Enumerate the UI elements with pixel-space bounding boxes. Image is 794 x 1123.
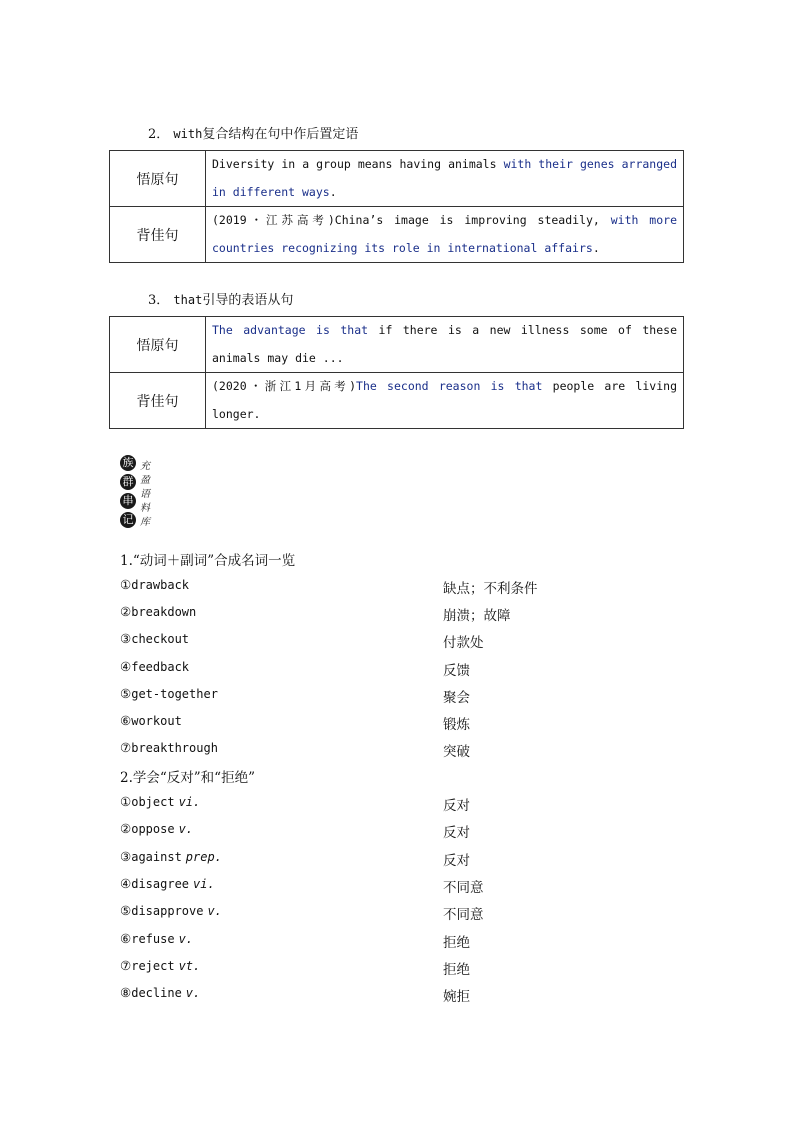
english-word: disapprove	[131, 904, 204, 919]
example-sentence	[206, 207, 684, 263]
vocab-term	[120, 631, 189, 646]
table-row	[110, 207, 684, 263]
list-item	[120, 659, 680, 679]
english-word: breakdown	[131, 605, 197, 620]
example-sentence	[206, 317, 684, 373]
row-label: 背佳句	[110, 207, 206, 263]
chinese-meaning: 反对	[443, 798, 470, 814]
sentence-text: .	[329, 184, 337, 199]
english-word: workout	[131, 714, 182, 728]
section-3-keyword: that	[173, 293, 203, 307]
list-1-title: 1.“动词＋副词”合成名词一览	[120, 553, 296, 569]
section-2-number: 2．	[148, 127, 170, 142]
badge-side-char: 库	[140, 517, 150, 528]
list-item	[120, 985, 680, 1005]
english-word: refuse	[131, 931, 175, 946]
chinese-meaning: 反对	[443, 825, 470, 842]
vocab-term	[120, 985, 200, 1000]
list-item	[120, 821, 680, 841]
english-word: oppose	[131, 822, 175, 837]
list-item	[120, 958, 680, 978]
highlighted-phrase: with their genes arranged in different ways	[212, 157, 678, 199]
vocab-term	[120, 794, 200, 809]
vocab-term	[120, 686, 218, 701]
chinese-meaning: 不同意	[443, 879, 484, 896]
item-number: ①	[120, 577, 132, 592]
list-item	[120, 849, 680, 869]
badge-circle-char: 串	[120, 493, 136, 509]
row-label: 悟原句	[110, 317, 206, 373]
item-number: ②	[120, 604, 132, 620]
vocab-term	[120, 876, 215, 891]
chinese-meaning: 婉拒	[443, 989, 470, 1006]
english-word: breakthrough	[131, 741, 218, 756]
chinese-meaning: 付款处	[443, 635, 484, 652]
chinese-meaning: 拒绝	[443, 961, 470, 978]
chinese-meaning: 突破	[443, 744, 470, 761]
part-of-speech: vi.	[178, 795, 201, 809]
vocab-term	[120, 659, 189, 674]
sentence-text: (2019・江苏高考)China’s image is improving steadily,	[212, 213, 611, 227]
badge-side-char: 充	[140, 461, 150, 472]
list-item	[120, 794, 680, 814]
chinese-meaning: 聚会	[443, 689, 470, 706]
list-item	[120, 604, 680, 624]
item-number: ⑦	[120, 957, 132, 973]
item-number: ⑦	[120, 740, 132, 756]
chinese-meaning: 缺点；不利条件	[443, 581, 538, 597]
list-item	[120, 903, 680, 923]
vocab-term	[120, 903, 222, 918]
list-item	[120, 931, 680, 951]
vocab-term	[120, 931, 193, 946]
badge-side-char: 盈	[140, 475, 150, 486]
badge-side-char: 语	[140, 489, 150, 500]
item-number: ⑧	[120, 985, 132, 1001]
section-3-number: 3．	[148, 293, 170, 308]
part-of-speech: vt.	[178, 958, 201, 973]
part-of-speech: v.	[178, 931, 194, 946]
english-word: object	[131, 795, 175, 809]
section-2-table	[109, 150, 684, 263]
highlighted-phrase: The advantage is that	[212, 323, 369, 337]
list-item	[120, 577, 680, 597]
table-row	[110, 151, 684, 207]
list-2-title: 2.学会“反对”和“拒绝”	[120, 770, 255, 786]
item-number: ③	[120, 631, 132, 647]
chinese-meaning: 不同意	[443, 907, 484, 924]
chinese-meaning: 反馈	[443, 662, 470, 679]
english-word: checkout	[131, 632, 190, 647]
badge-circle-char: 记	[120, 512, 136, 528]
item-number: ⑥	[120, 930, 132, 946]
part-of-speech: v.	[185, 986, 201, 1001]
vocab-term	[120, 821, 193, 836]
item-number: ⑤	[120, 903, 132, 919]
list-item	[120, 876, 680, 896]
vocab-term	[120, 577, 189, 592]
part-of-speech: v.	[178, 822, 194, 837]
highlighted-phrase: with more countries recognizing its role in international affairs	[212, 213, 678, 255]
english-word: feedback	[131, 659, 190, 674]
vocab-term	[120, 713, 182, 728]
part-of-speech: prep.	[185, 849, 222, 864]
row-label: 背佳句	[110, 373, 206, 429]
vocab-term	[120, 958, 200, 973]
part-of-speech: vi.	[193, 876, 215, 891]
vocab-term	[120, 740, 218, 755]
item-number: ④	[120, 658, 132, 674]
example-sentence	[206, 373, 684, 429]
item-number: ①	[120, 794, 132, 809]
section-3-heading	[148, 289, 293, 308]
item-number: ④	[120, 875, 132, 891]
section-2-heading	[148, 123, 358, 142]
badge-circle-char: 群	[120, 474, 136, 490]
section-3-table	[109, 316, 684, 429]
part-of-speech: v.	[207, 904, 222, 919]
item-number: ③	[120, 848, 132, 864]
section-2-title: 复合结构在句中作后置定语	[202, 127, 359, 142]
section-3-title: 引导的表语从句	[202, 293, 294, 308]
english-word: disagree	[131, 876, 190, 891]
list-item	[120, 740, 680, 760]
badge-circle-char: 族	[120, 455, 136, 471]
highlighted-phrase: The second reason is that	[356, 379, 543, 393]
english-word: get-together	[131, 686, 218, 701]
chinese-meaning: 反对	[443, 852, 470, 869]
english-word: drawback	[131, 578, 190, 592]
english-word: decline	[131, 986, 182, 1001]
list-item	[120, 713, 680, 733]
sentence-text: .	[592, 240, 600, 255]
corpus-badge-logo	[119, 455, 159, 539]
sentence-text: (2020・浙江1月高考)	[212, 379, 357, 393]
item-number: ②	[120, 821, 132, 837]
row-label: 悟原句	[110, 151, 206, 207]
sentence-text: Diversity in a group means having animals	[212, 157, 504, 171]
chinese-meaning: 崩溃；故障	[443, 608, 511, 625]
sentence-text: people are living longer.	[212, 379, 677, 421]
vocab-term	[120, 849, 222, 864]
table-row	[110, 373, 684, 429]
item-number: ⑤	[120, 685, 132, 701]
example-sentence	[206, 151, 684, 207]
section-2-keyword: with	[173, 127, 203, 141]
vocab-term	[120, 604, 196, 619]
table-row	[110, 317, 684, 373]
english-word: against	[131, 849, 182, 864]
list-item	[120, 631, 680, 651]
sentence-text: if there is a new illness some of these animals may die ...	[212, 323, 677, 365]
chinese-meaning: 锻炼	[443, 717, 470, 733]
badge-side-char: 料	[140, 503, 150, 514]
chinese-meaning: 拒绝	[443, 934, 470, 951]
list-item	[120, 686, 680, 706]
english-word: reject	[131, 958, 175, 973]
item-number: ⑥	[120, 713, 132, 728]
